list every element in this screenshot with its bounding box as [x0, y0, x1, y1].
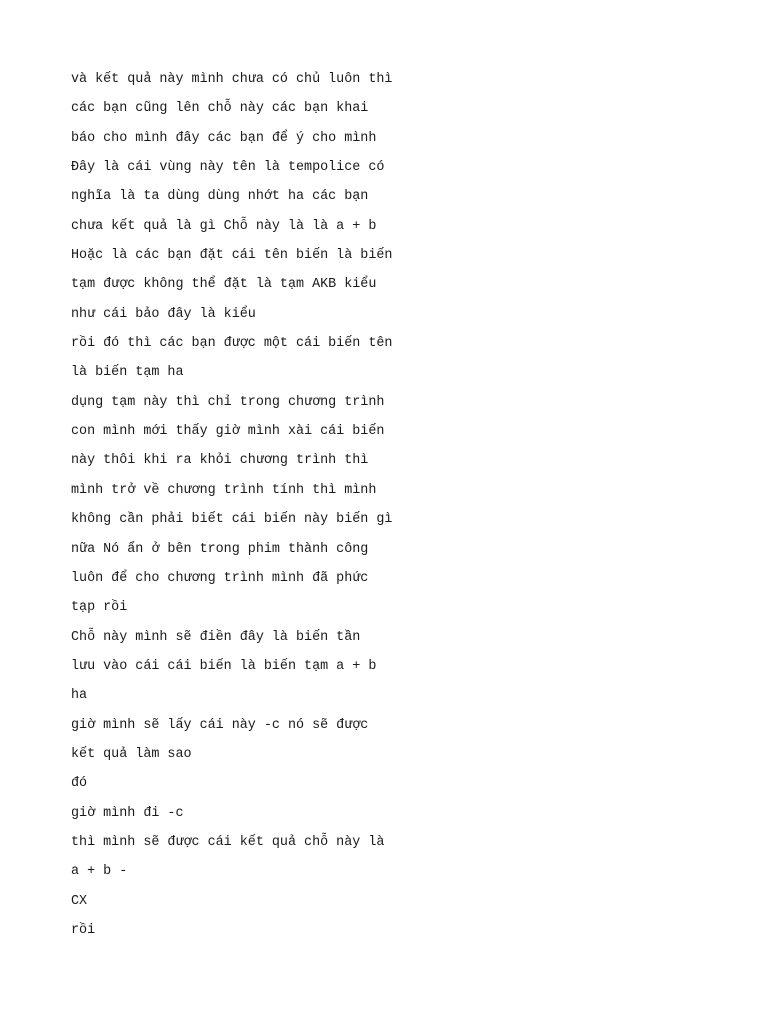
text-line: ha: [71, 688, 88, 704]
text-line: giờ mình sẽ lấy cái này -c nó sẽ được: [71, 717, 369, 733]
text-line: rồi đó thì các bạn được một cái biến tên: [71, 336, 393, 352]
text-line: Hoặc là các bạn đặt cái tên biến là biến: [71, 248, 393, 264]
text-line: nữa Nó ẩn ở bên trong phim thành công: [71, 541, 369, 557]
text-line: và kết quả này mình chưa có chủ luôn thì: [71, 72, 393, 87]
text-line: tạp rồi: [71, 600, 128, 616]
text-line: lưu vào cái cái biến là biến tạm a + b: [71, 658, 377, 674]
text-line: các bạn cũng lên chỗ này các bạn khai: [71, 101, 369, 117]
text-line: thì mình sẽ được cái kết quả chỗ này là: [71, 834, 385, 850]
text-line: nghĩa là ta dùng dùng nhớt ha các bạn: [71, 189, 369, 205]
text-line: dụng tạm này thì chỉ trong chương trình: [71, 394, 385, 410]
text-line: luôn để cho chương trình mình đã phức: [71, 570, 369, 586]
text-line: Chỗ này mình sẽ điền đây là biến tần: [71, 629, 361, 645]
text-line: là biến tạm ha: [71, 365, 184, 381]
text-line: a + b -: [71, 864, 128, 880]
text-line: CX: [71, 893, 88, 909]
text-line: đó: [71, 776, 88, 792]
text-line: mình trở về chương trình tính thì mình: [71, 482, 377, 498]
text-line: giờ mình đi -c: [71, 805, 184, 821]
text-line: không cần phải biết cái biến này biến gì: [71, 512, 393, 528]
text-line: như cái bảo đây là kiểu: [71, 306, 256, 322]
text-line: Đây là cái vùng này tên là tempolice có: [71, 160, 385, 176]
text-line: kết quả làm sao: [71, 746, 192, 762]
text-line: tạm được không thể đặt là tạm AKB kiểu: [71, 277, 377, 293]
text-line: con mình mới thấy giờ mình xài cái biến: [71, 424, 385, 440]
text-line: rồi: [71, 922, 96, 938]
text-line: báo cho mình đây các bạn để ý cho mình: [71, 130, 377, 146]
transcript-text: [71, 65, 711, 945]
text-line: này thôi khi ra khỏi chương trình thì: [71, 453, 369, 469]
text-line: chưa kết quả là gì Chỗ này là là a + b: [71, 218, 377, 234]
